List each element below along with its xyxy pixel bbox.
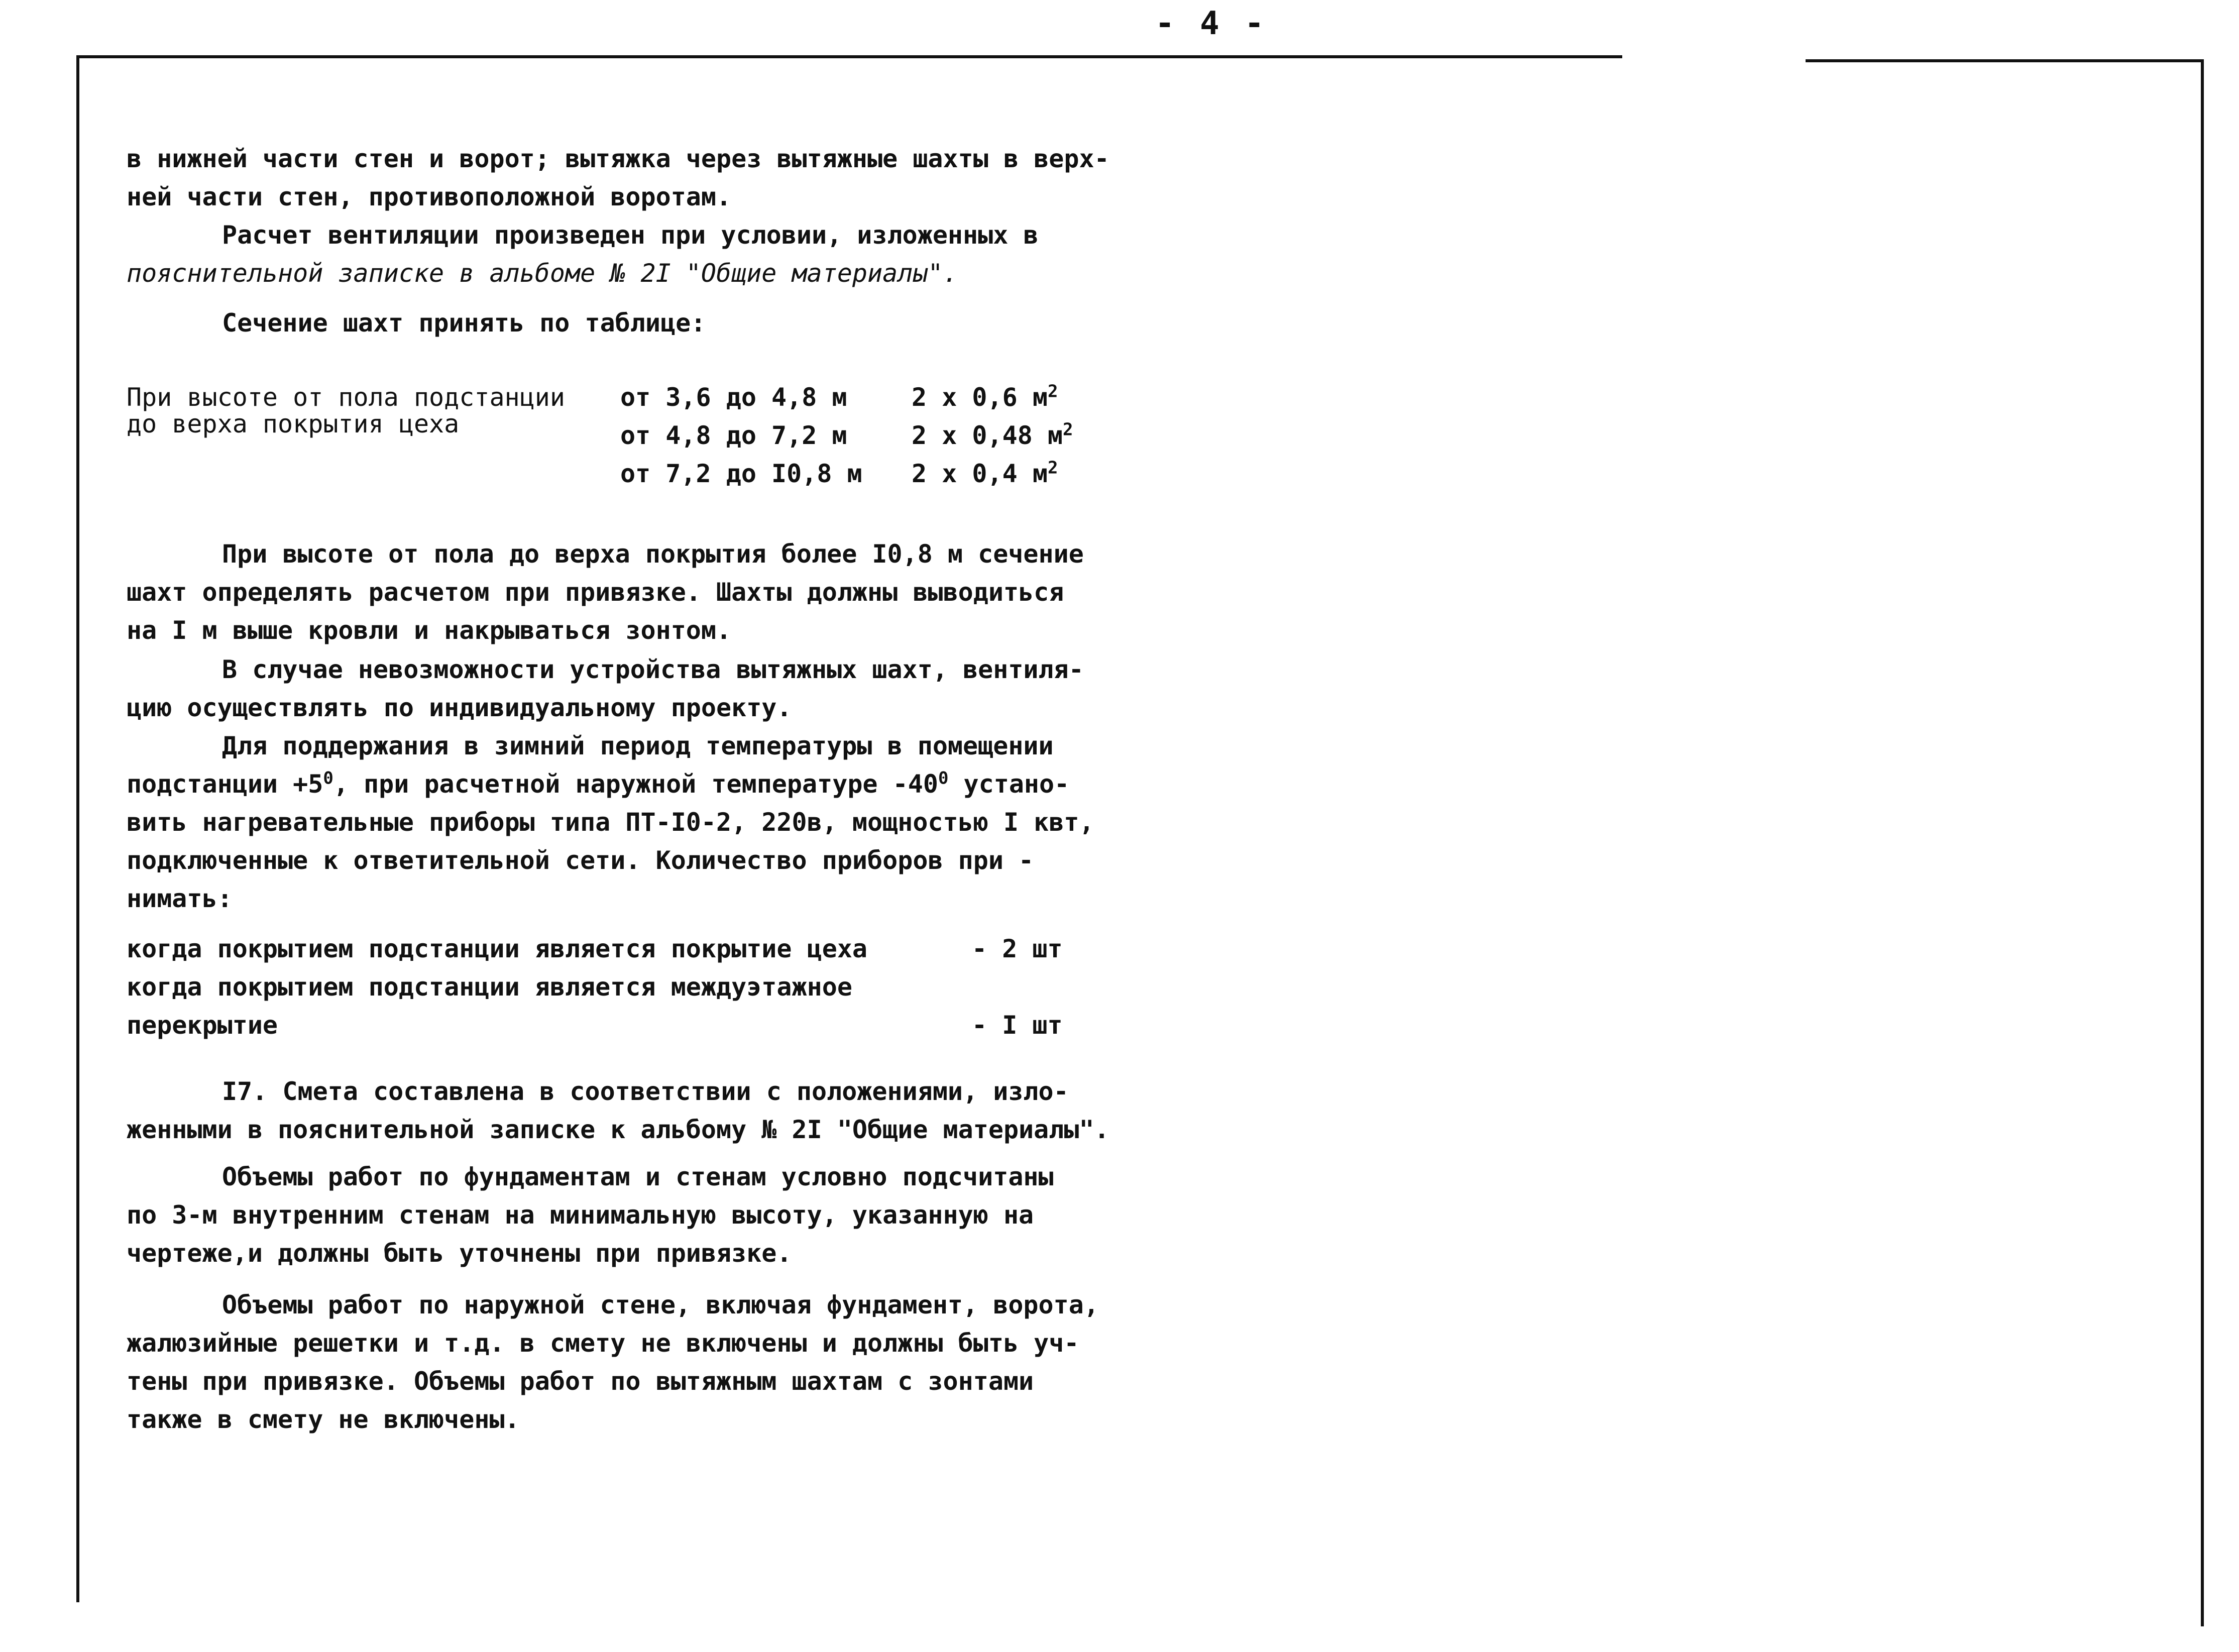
winter-paragraph bbox=[127, 727, 1156, 918]
volumes-paragraph-1 bbox=[127, 1158, 1156, 1272]
winter-line-4: подключенные к ответительной сети. Количество приборов при - bbox=[127, 846, 1034, 875]
calc-paragraph bbox=[127, 216, 1156, 292]
table-label-line-2: до верха покрытия цеха bbox=[127, 409, 460, 438]
volumes-2-line-4: также в смету не включены. bbox=[127, 1405, 520, 1434]
impossible-line-1: В случае невозможности устройства вытяжных шахт, вентиля- bbox=[222, 655, 1084, 684]
case-3-value: - I шт bbox=[972, 1011, 1063, 1040]
frame-top-border-right bbox=[1806, 59, 2202, 62]
estimate-paragraph bbox=[127, 1072, 1156, 1149]
volumes-2-line-2: жалюзийные решетки и т.д. в смету не включены и должны быть уч- bbox=[127, 1329, 1079, 1358]
section-heading bbox=[127, 304, 1156, 342]
volumes-paragraph-2 bbox=[127, 1286, 1156, 1439]
height-line-1: При высоте от пола до верха покрытия более I0,8 м сечение bbox=[222, 539, 1084, 569]
calc-line-1: Расчет вентиляции произведен при условии, изложенных в bbox=[222, 221, 1039, 250]
table-row-3-range: от 7,2 до I0,8 м bbox=[620, 459, 862, 488]
winter-line-3: вить нагревательные приборы типа ПТ-I0-2, 220в, мощностью I квт, bbox=[127, 808, 1094, 837]
table-label-line-1: При высоте от пола подстанции bbox=[127, 383, 565, 412]
table-row-2-section: 2 х 0,48 $м^2$ bbox=[912, 419, 1073, 450]
estimate-line-1: I7. Смета составлена в соответствии с положениями, изло- bbox=[222, 1077, 1069, 1106]
case-2-text: когда покрытием подстанции является междуэтажное bbox=[127, 972, 852, 1002]
intro-line-1: в нижней части стен и ворот; вытяжка через вытяжные шахты в верх- bbox=[127, 144, 1109, 173]
frame-left-border bbox=[76, 55, 79, 1602]
winter-line-2: подстанции $+5^0$, при расчетной наружной температуре $-40^0$ устано- bbox=[127, 768, 1070, 799]
case-1-text: когда покрытием подстанции является покрытие цеха bbox=[127, 934, 868, 963]
table-row-2-range: от 4,8 до 7,2 м bbox=[620, 421, 847, 450]
volumes-2-line-3: тены при привязке. Объемы работ по вытяжным шахтам с зонтами bbox=[127, 1367, 1034, 1396]
case-3-text: перекрытие bbox=[127, 1011, 278, 1040]
calc-line-2: пояснительной записке в альбоме № 2I "Общие материалы". bbox=[127, 259, 958, 288]
table-row-1-section: 2 х 0,6 $м^2$ bbox=[912, 381, 1058, 412]
impossible-line-2: цию осуществлять по индивидуальному проекту. bbox=[127, 693, 792, 722]
winter-line-1: Для поддержания в зимний период температуры в помещении bbox=[222, 731, 1054, 760]
intro-paragraph bbox=[127, 140, 1156, 216]
table-row-1-range: от 3,6 до 4,8 м bbox=[620, 383, 847, 412]
volumes-1-line-1: Объемы работ по фундаментам и стенам условно подсчитаны bbox=[222, 1162, 1054, 1191]
winter-line-5: нимать: bbox=[127, 884, 233, 913]
frame-top-border-left bbox=[78, 55, 1622, 58]
page-number: - 4 - bbox=[1155, 5, 1267, 42]
volumes-1-line-2: по 3-м внутренним стенам на минимальную высоту, указанную на bbox=[127, 1200, 1034, 1230]
table-row-3-section: 2 х 0,4 $м^2$ bbox=[912, 458, 1058, 488]
impossible-paragraph bbox=[127, 650, 1156, 727]
estimate-line-2: женными в пояснительной записке к альбому № 2I "Общие материалы". bbox=[127, 1115, 1109, 1144]
case-1-value: - 2 шт bbox=[972, 934, 1063, 963]
volumes-1-line-3: чертеже,и должны быть уточнены при привязке. bbox=[127, 1239, 792, 1268]
height-line-3: на I м выше кровли и накрываться зонтом. bbox=[127, 616, 732, 645]
intro-line-2: ней части стен, противоположной воротам. bbox=[127, 182, 732, 211]
height-paragraph bbox=[127, 535, 1156, 649]
volumes-2-line-1: Объемы работ по наружной стене, включая фундамент, ворота, bbox=[222, 1290, 1099, 1319]
height-line-2: шахт определять расчетом при привязке. Шахты должны выводиться bbox=[127, 578, 1064, 607]
frame-right-border bbox=[2201, 59, 2204, 1626]
section-heading-text: Сечение шахт принять по таблице: bbox=[222, 308, 706, 338]
